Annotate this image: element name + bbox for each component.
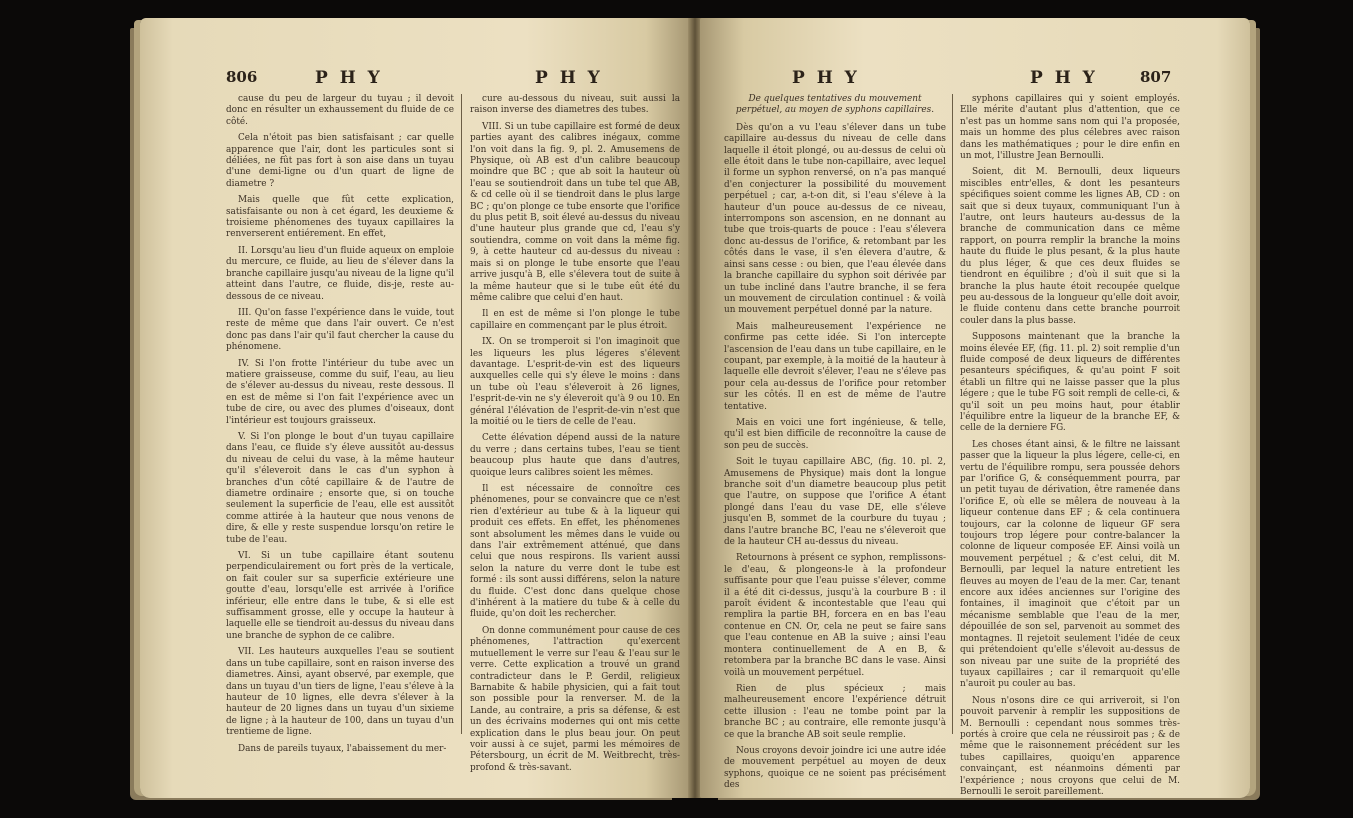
- paragraph: Il en est de même si l'on plonge le tube capillaire en commençant par le plus étroit.: [470, 309, 680, 331]
- text-column: [960, 94, 1180, 798]
- paragraph: Dans de pareils tuyaux, l'abaissement du mer-: [238, 743, 447, 754]
- paragraph: cure au-dessous du niveau, suit aussi la raison inverse des diametres des tubes.: [470, 94, 680, 116]
- paragraph: Mais en voici une fort ingénieuse, & telle, qu'il est bien difficile de reconnoître la cause de son peu de succès.: [724, 417, 946, 451]
- paragraph: On donne communément pour cause de ces phénomenes, l'attraction qu'exercent mutuellement le verre sur l'eau & l'eau sur le verre. Cette explication a trouvé un grand contradicteur dans le P. Gerdil, religieux Barnabite & habile physicien, qui a fait tout son possible pour la renverser. M. de la Lande, au contraire, a pris sa défense, & est un des écrivains modernes qui ont mis cette explication dans le plus beau jour. On peut voir aussi à ce sujet, parmi les mémoires de Pétersbourg, un écrit de M. Weitbrecht, très-profond & très-savant.: [470, 625, 680, 773]
- paragraph: Soit le tuyau capillaire ABC, (fig. 10. pl. 2, Amusemens de Physique) mais dont la longue branche soit d'un diametre beaucoup plus petit que l'autre, on suppose que l'orifice A étant plongé dans l'eau du vase DE, elle s'éleve jusqu'en B, sommet de la courbure du tuyau ; dans l'autre branche BC, l'eau ne s'éleveroit que de la hauteur CH au-dessus du niveau.: [724, 457, 946, 548]
- paragraph: VI. Si un tube capillaire étant soutenu perpendiculairement ou fort près de la verticale, on fait couler sur sa superficie extérieure une goutte d'eau, lorsqu'elle est arrivée à l'orifice inférieur, elle entre dans le tube, & si elle est suffisamment grosse, elle y occupe la hauteur à laquelle elle se tiendroit au-dessus du niveau dans une branche de syphon de ce calibre.: [226, 551, 454, 641]
- right-page: [700, 18, 1250, 798]
- column-rule: [952, 94, 953, 734]
- paragraph: Nous n'osons dire ce qui arriveroit, si l'on pouvoit parvenir à remplir les suppositions de M. Bernoulli : cependant nous sommes très-portés à croire que cela ne réussiroit pas ; & de même que le raisonnement précédent sur les tubes capillaires, quoiqu'en apparence convainçant, est néanmoins démenti par l'expérience ; nous croyons que celui de M. Bernoulli le seroit pareillement.: [960, 695, 1180, 797]
- paragraph: Les choses étant ainsi, & le filtre ne laissant passer que la liqueur la plus légere, celle-ci, en vertu de l'équilibre rompu, sera poussée dehors par l'orifice G, & conséquemment pourra, par un petit tuyau de dérivation, être ramenée dans l'orifice E, où elle se mêlera de nouveau à la liqueur contenue dans EF ; & cela continuera toujours, car la colonne de liqueur GF sera toujours trop légere pour contre-balancer la colonne de liqueur composée EF. Ainsi voilà un mouvement perpétuel ; & c'est celui, dit M. Bernoulli, par lequel la nature entretient les fleuves au moyen de l'eau de la mer. Car, tenant encore aux idées anciennes sur l'origine des fontaines, il imaginoit que c'étoit par un mécanisme semblable que l'eau de la mer, dépouillée de son sel, parvenoit au sommet des montagnes. Il rejetoit seulement l'idée de ceux qui prétendoient qu'elle s'élevoit au-dessus de son niveau par une suite de la propriété des tuyaux capillaires ; car il remarquoit qu'elle n'auroit pu couler au bas.: [960, 439, 1180, 690]
- page-number: 806: [226, 68, 258, 86]
- column-rule: [461, 94, 462, 734]
- text-column: [724, 94, 946, 797]
- running-header: P H Y: [792, 68, 860, 88]
- paragraph: syphons capillaires qui y soient employés. Elle mérite d'autant plus d'attention, que ce n'est pas un homme sans nom qui l'a proposée, mais un homme des plus célebres avec raison dans les mathématiques ; pour le dire enfin en un mot, l'illustre Jean Bernoulli.: [960, 94, 1180, 162]
- paragraph: II. Lorsqu'au lieu d'un fluide aqueux on emploie du mercure, ce fluide, au lieu de s'élever dans la branche capillaire jusqu'au niveau de la ligne qu'il atteint dans l'autre, ce fluide, dis-je, reste au-dessous de ce niveau.: [226, 245, 454, 302]
- paragraph: IV. Si l'on frotte l'intérieur du tube avec un matiere graisseuse, comme du suif, l'eau, au lieu de s'élever au-dessus du niveau, reste dessous. Il en est de même si l'on fait l'expérience avec un tube de cire, ou avec des plumes d'oiseaux, dont l'intérieur est toujours graisseux.: [226, 358, 454, 426]
- paragraph: Supposons maintenant que la branche la moins élevée EF, (fig. 11. pl. 2) soit remplie d'un fluide composé de deux liqueurs de différentes pesanteurs spécifiques, & qu'au point F soit établi un filtre qui ne laisse passer que la plus légere ; que le tube FG soit rempli de celle-ci, & qu'il soit un peu moins haut, pour établir l'équilibre entre la liqueur de la branche EF, & celle de la derniere FG.: [960, 332, 1180, 434]
- paragraph: IX. On se tromperoit si l'on imaginoit que les liqueurs les plus légeres s'élevent davantage. L'esprit-de-vin est des liqueurs auxquelles celle qui s'y éleve le moins : dans un tube où l'eau s'éleveroit à 26 lignes, l'esprit-de-vin ne s'y éleveroit qu'à 9 ou 10. En général l'élévation de l'esprit-de-vin n'est que la moitié ou le tiers de celle de l'eau.: [470, 337, 680, 427]
- section-title: De quelques tentatives du mouvement perpétuel, au moyen de syphons capillaires.: [735, 94, 935, 116]
- paragraph: Cela n'étoit pas bien satisfaisant ; car quelle apparence que l'air, dont les particules sont si déliées, ne fût pas fort à son aise dans un tuyau d'une demi-ligne ou d'un quart de ligne de diametre ?: [226, 133, 454, 189]
- paragraph: Il est nécessaire de connoître ces phénomenes, pour se convaincre que ce n'est rien d'extérieur au tube & à la liqueur qui produit ces effets. En effet, les phénomenes sont absolument les mêmes dans le vuide ou dans l'air extrêmement atténué, que dans celui que nous respirons. Ils varient aussi selon la nature du verre dont le tube est formé : ils sont aussi différens, selon la nature du fluide. C'est donc dans quelque chose d'inhérent à la matiere du tube & à celle du fluide, qu'on doit les rechercher.: [470, 484, 680, 620]
- paragraph: Soient, dit M. Bernoulli, deux liqueurs miscibles entr'elles, & dont les pesanteurs spécifiques soient comme les lignes AB, CD : on sait que si deux tuyaux, communiquant l'un à l'autre, ont leurs hauteurs au-dessus de la branche de communication dans ce même rapport, on pourra remplir la branche la moins haute du fluide le plus pesant, & la plus haute du plus léger, & que ces deux fluides se tiendront en équilibre ; d'où il suit que si la branche la plus haute étoit recoupée quelque peu au-dessous de la longueur qu'elle doit avoir, le fluide contenu dans cette branche pourroit couler dans la plus basse.: [960, 167, 1180, 326]
- running-header: P H Y: [315, 68, 383, 88]
- paragraph: Nous croyons devoir joindre ici une autre idée de mouvement perpétuel au moyen de deux syphons, quoique ce ne soient pas précisément des: [724, 745, 946, 791]
- text-column: [470, 94, 680, 779]
- paragraph: VII. Les hauteurs auxquelles l'eau se soutient dans un tube capillaire, sont en raison inverse des diametres. Ainsi, ayant observé, par exemple, que dans un tuyau d'un tiers de ligne, l'eau s'éleve à la hauteur de 10 lignes, elle devra s'élever à la hauteur de 20 lignes dans un tuyau d'un sixieme de ligne ; à la hauteur de 100, dans un tuyau d'un trentieme de ligne.: [226, 647, 454, 738]
- paragraph: III. Qu'on fasse l'expérience dans le vuide, tout reste de même que dans l'air ouvert. Ce n'est donc pas dans l'air qu'il faut chercher la cause du phénomene.: [226, 307, 454, 353]
- left-page: [140, 18, 690, 798]
- running-header: P H Y: [535, 68, 603, 88]
- paragraph: Mais quelle que fût cette explication, satisfaisante ou non à cet égard, les deuxieme & troisieme phénomenes des tuyaux capillaires la renverserent entiérement. En effet,: [226, 195, 454, 240]
- paragraph: Rien de plus spécieux ; mais malheureusement encore l'expérience détruit cette illusion : l'eau ne tombe point par la branche BC ; au contraire, elle remonte jusqu'à ce que la branche AB soit seule remplie.: [724, 683, 946, 740]
- page-number: 807: [1140, 68, 1172, 86]
- paragraph: VIII. Si un tube capillaire est formé de deux parties ayant des calibres inégaux, comme l'on voit dans la fig. 9, pl. 2. Amusemens de Physique, où AB est d'un calibre beaucoup moindre que BC ; que ab soit la hauteur où l'eau se soutiendroit dans un tube tel que AB, & cd celle où il se tiendroit dans le plus large BC ; qu'on plonge ce tube ensorte que l'orifice du plus petit B, soit élevé au-dessus du niveau d'une hauteur plus grande que cd, l'eau s'y soutiendra, comme on voit dans la même fig. 9, à cette hauteur cd au-dessus du niveau : mais si on plonge le tube ensorte que l'eau arrive jusqu'à B, elle s'élevera tout de suite à la même hauteur que si le tube eût été du même calibre que celui d'en haut.: [470, 121, 680, 303]
- text-column: [226, 94, 454, 760]
- paragraph: Dès qu'on a vu l'eau s'élever dans un tube capillaire au-dessus du niveau de celle dans laquelle il étoit plongé, ou au-dessus de celui où elle étoit dans le tube non-capillaire, avec lequel il forme un syphon renversé, on n'a pas manqué d'en conjecturer la possibilité du mouvement perpétuel ; car, a-t-on dit, si l'eau s'éleve à la hauteur d'un pouce au-dessus de ce niveau, interrompons son ascension, en ne donnant au tube que trois-quarts de pouce : l'eau s'élevera donc au-dessus de l'orifice, & retombant par les côtés dans le vase, il s'en élevera d'autre, & ainsi sans cesse : ou bien, que l'eau élevée dans la branche capillaire du syphon soit dérivée par un tube incliné dans l'autre branche, il se fera un mouvement de circulation continuel : & voilà un mouvement perpétuel donné par la nature.: [724, 122, 946, 316]
- paragraph: Mais malheureusement l'expérience ne confirme pas cette idée. Si l'on intercepte l'ascension de l'eau dans un tube capillaire, en le coupant, par exemple, à la moitié de la hauteur à laquelle elle devroit s'élever, l'eau ne s'éleve pas pour cela au-dessus de l'orifice pour retomber sur les côtés. Il en est de même de l'autre tentative.: [724, 321, 946, 412]
- paragraph: Cette élévation dépend aussi de la nature du verre ; dans certains tubes, l'eau se tient beaucoup plus haute que dans d'autres, quoique leurs calibres soient les mêmes.: [470, 433, 680, 478]
- running-header: P H Y: [1030, 68, 1098, 88]
- paragraph: V. Si l'on plonge le bout d'un tuyau capillaire dans l'eau, ce fluide s'y éleve aussitôt au-dessus du niveau de celui du vase, à la même hauteur qu'il s'éleveroit dans le cas d'un syphon à branches d'un côté capillaire & de l'autre de diametre ordinaire ; ensorte que, si on touche seulement la superficie de l'eau, elle est aussitôt comme attirée à la hauteur que nous venons de dire, & elle y reste suspendue lorsqu'on retire le tube de l'eau.: [226, 431, 454, 545]
- open-book: [140, 18, 1250, 798]
- paragraph: Retournons à présent ce syphon, remplissons-le d'eau, & plongeons-le à la profondeur suffisante pour que l'eau puisse s'élever, comme il a été dit ci-dessus, jusqu'à la courbure B : il paroît évident & incontestable que l'eau qui remplira la partie BH, forcera en en bas l'eau contenue en CN. Or, cela ne peut se faire sans que l'eau contenue en AB la suive ; ainsi l'eau montera continuellement de A en B, & retombera par la branche BC dans le vase. Ainsi voilà un mouvement perpétuel.: [724, 553, 946, 678]
- paragraph: cause du peu de largeur du tuyau ; il devoit donc en résulter un exhaussement du fluide de ce côté.: [226, 94, 454, 127]
